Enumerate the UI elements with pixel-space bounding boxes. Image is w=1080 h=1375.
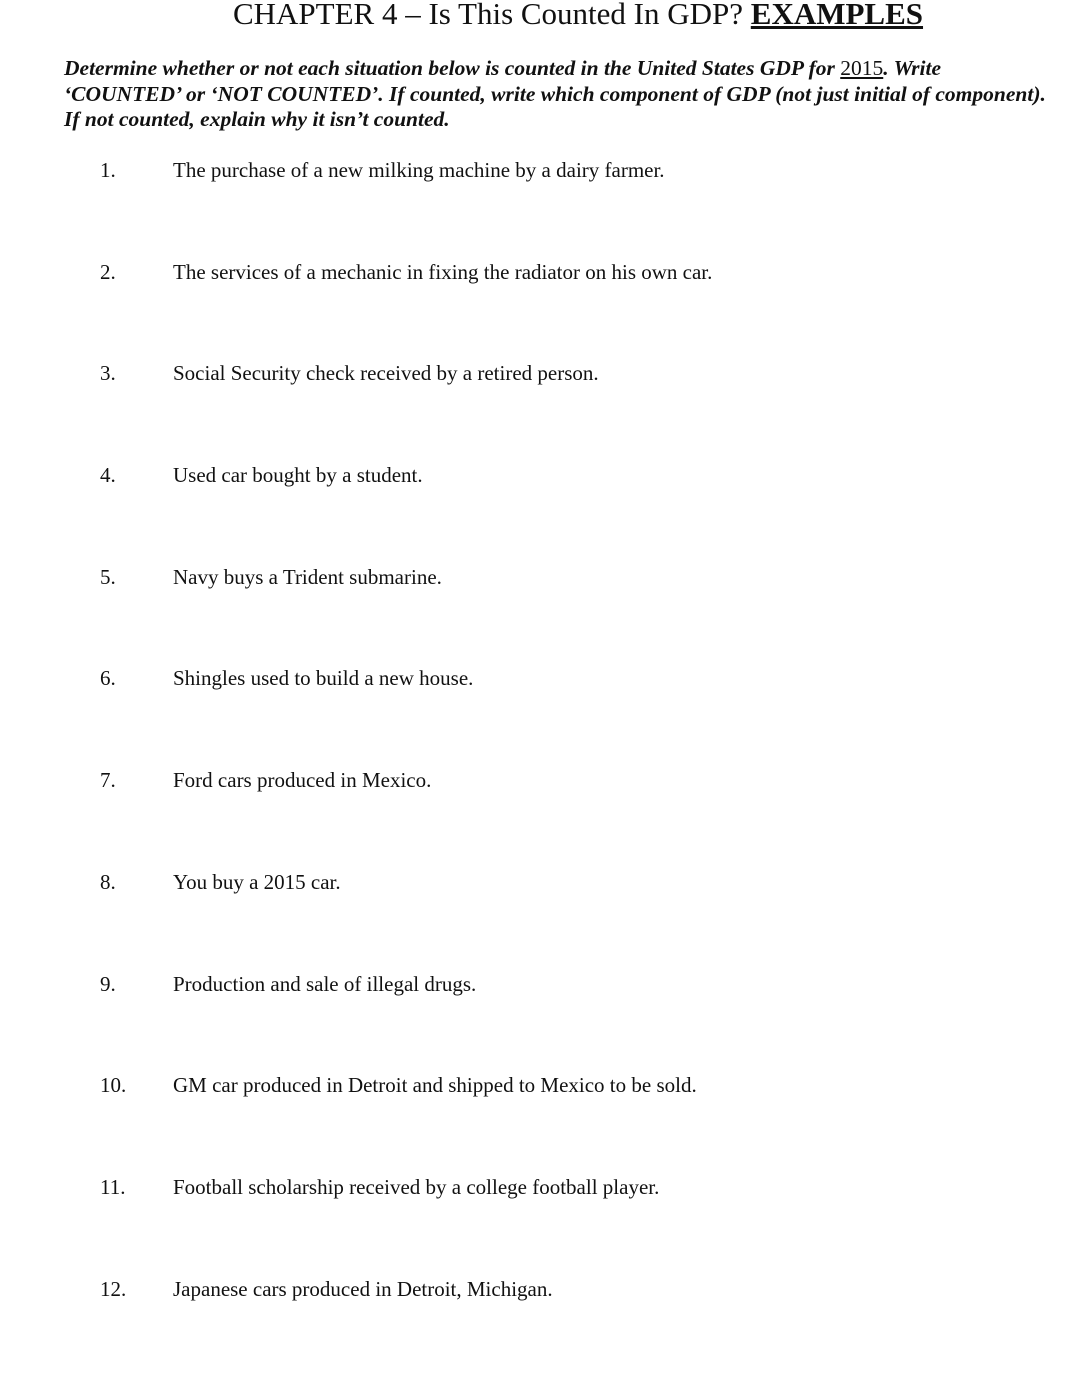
question-text: Ford cars produced in Mexico.: [173, 768, 432, 793]
question-item: [0, 257, 1080, 359]
instructions-line-1: [64, 56, 1080, 82]
question-text: Production and sale of illegal drugs.: [173, 971, 477, 996]
page-title-emphasis: EXAMPLES: [750, 0, 924, 31]
question-text: You buy a 2015 car.: [173, 869, 341, 894]
question-text: GM car produced in Detroit and shipped to Mexico to be sold.: [173, 1073, 697, 1098]
question-item: [0, 1274, 1080, 1375]
question-number: 3.: [100, 361, 116, 386]
question-item: [0, 1172, 1080, 1274]
instructions-line-1-end: . Write: [883, 56, 941, 80]
question-text: Football scholarship received by a college football player.: [173, 1174, 660, 1199]
question-number: 11.: [100, 1174, 126, 1199]
question-item: [0, 969, 1080, 1071]
instructions-line-3: If not counted, explain why it isn’t counted.: [64, 107, 450, 131]
question-number: 1.: [100, 158, 116, 182]
question-item: [0, 155, 1080, 257]
question-item: [0, 358, 1080, 460]
instructions-line-2: ‘COUNTED’ or ‘NOT COUNTED’. If counted, write which component of GDP (not just initial of component).: [64, 81, 1046, 106]
page-title-main: CHAPTER 4 – Is This Counted In GDP?: [232, 0, 751, 31]
instructions: [64, 56, 1080, 133]
page-title: [38, 0, 1080, 34]
question-number: 9.: [100, 971, 116, 996]
question-number: 8.: [100, 869, 116, 894]
question-text: Social Security check received by a retired person.: [173, 361, 599, 386]
question-item: [0, 562, 1080, 664]
instructions-year: 2015: [840, 56, 884, 80]
question-item: [0, 460, 1080, 562]
question-number: 10.: [100, 1073, 127, 1098]
question-item: [0, 867, 1080, 969]
question-number: 2.: [100, 259, 116, 284]
question-text: Used car bought by a student.: [173, 463, 423, 488]
question-list: [0, 155, 1080, 1375]
instructions-line-1-start: Determine whether or not each situation below is counted in the United States GDP for: [64, 56, 841, 80]
question-number: 4.: [100, 463, 116, 488]
question-text: Navy buys a Trident submarine.: [173, 564, 442, 589]
question-item: [0, 1070, 1080, 1172]
question-number: 6.: [100, 666, 116, 691]
question-text: The purchase of a new milking machine by a dairy farmer.: [173, 158, 665, 182]
question-text: Shingles used to build a new house.: [173, 666, 474, 691]
question-number: 7.: [100, 768, 116, 793]
question-number: 5.: [100, 564, 116, 589]
question-text: Japanese cars produced in Detroit, Michigan.: [173, 1276, 553, 1301]
question-number: 12.: [100, 1276, 127, 1301]
question-text: The services of a mechanic in fixing the radiator on his own car.: [173, 259, 713, 284]
question-item: [0, 765, 1080, 867]
question-item: [0, 663, 1080, 765]
